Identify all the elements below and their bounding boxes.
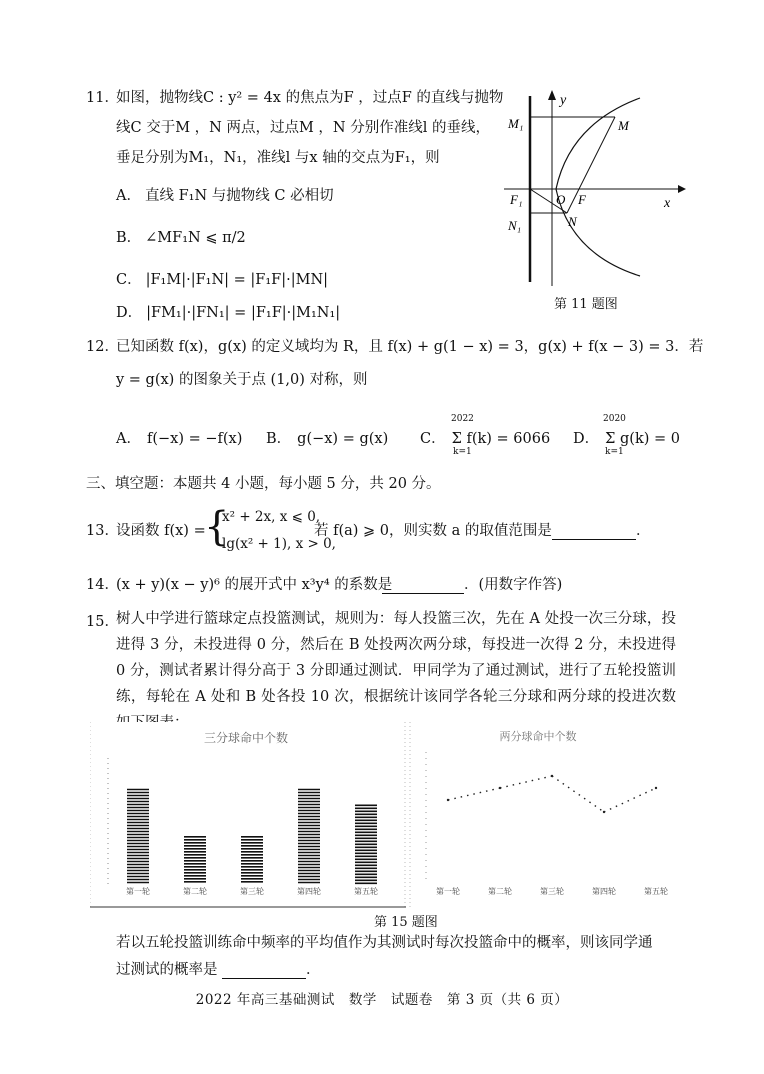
q15-number: 15． [86,614,119,630]
y-axis-arrow-icon [548,90,556,100]
q15-end: ． [306,962,321,978]
q12-option-c-lower: k=1 [453,447,472,457]
q15-line-chart [408,722,694,908]
label-f: F [578,192,586,207]
q14-text: (x + y)(x − y)⁶ 的展开式中 x³y⁴ 的系数是 [116,577,393,593]
label-m: M [618,118,629,133]
q11-option-b: B． ∠MF₁N ⩽ π/2 [116,230,246,246]
q11-option-c: C． |F₁M|·|F₁N| = |F₁F|·|MN| [116,272,329,288]
q12-option-a: A． f(−x) = −f(x) [116,431,243,447]
label-y: y [560,93,567,108]
x-axis-arrow-icon [678,185,686,193]
bar-xlabel-3: 第三轮 [240,887,264,896]
q11-parabola-figure [500,86,700,322]
section-3-heading: 三、填空题：本题共 4 小题，每小题 5 分，共 20 分。 [86,476,441,492]
bar-5 [355,805,377,883]
q15-paragraph: 树人中学进行篮球定点投篮测试，规则为：每人投篮三次，先在 A 处投一次三分球，投进得 3 分，未投进得 0 分，然后在 B 处投两次两分球，每投进一次得 2 分，未投进得 0 分，测试者累计得分高于 3 分即通过测试．甲同学为了通过测试，进行了五轮投篮训练，每轮在 A 处和 B 处各投 10 次，根据统计该同学各轮三分球和两分球的投进次数 [116,611,676,705]
q12-number: 12． [86,339,119,355]
q15-question-line1: 若以五轮投篮训练命中频率的平均值作为其测试时每次投篮命中的概率，则该同学通 [116,935,653,951]
bar-xlabel-5: 第五轮 [354,887,378,896]
q13-suffix: 若 f(a) ⩾ 0，则实数 a 的取值范围是 [314,523,552,539]
mn-line [567,117,615,213]
label-n: N [568,214,577,229]
line-xlabel-5: 第五轮 [644,887,668,896]
bar-chart-title: 三分球命中个数 [203,731,289,745]
q11-line3: 垂足分别为M₁，N₁，准线l 与x 轴的交点为F₁，则 [116,150,440,166]
q15-answer-blank[interactable] [222,964,306,979]
page-footer: 2022 年高三基础测试 数学 试题卷 第 3 页（共 6 页） [195,992,569,1008]
bar-xlabel-4: 第四轮 [297,887,321,896]
line-xlabel-1: 第一轮 [436,887,460,896]
q11-line2: 线C 交于M ，N 两点，过点M ，N 分别作准线l 的垂线， [116,120,490,136]
q14-answer-blank[interactable] [382,579,464,594]
q13-end: ． [636,523,651,539]
label-f1: F₁ [510,192,523,207]
q13-prefix: 设函数 f(x) = [116,523,206,539]
q12-option-d-lower: k=1 [605,447,624,457]
line-xlabel-4: 第四轮 [592,887,616,896]
q12-line1: 已知函数 f(x)，g(x) 的定义域均为 R，且 f(x) + g(1 − x) = 3，g(x) + f(x − 3) = 3．若 [116,339,704,355]
q14-number: 14． [86,577,119,593]
q13-brace: { [204,504,230,550]
q15-figure-caption: 第 15 题图 [374,915,438,930]
line-chart-title: 两分球命中个数 [499,730,577,743]
q11-line1: 如图，抛物线C : y² = 4x 的焦点为F ，过点F 的直线与抛物 [116,90,504,106]
q12-option-b: B． g(−x) = g(x) [266,431,389,447]
line-point-5 [655,787,657,789]
q12-option-d: D． Σ g(k) = 0 [573,431,680,447]
q12-option-c: C． Σ f(k) = 6066 [420,431,551,447]
q11-option-d: D． |FM₁|·|FN₁| = |F₁F|·|M₁N₁| [116,305,341,321]
q12-option-c-upper: 2022 [451,414,474,424]
label-x: x [664,196,671,211]
bar-xlabel-2: 第二轮 [183,887,207,896]
line-point-4 [603,811,605,813]
line-point-2 [499,787,501,789]
line-xlabel-3: 第三轮 [540,887,564,896]
q12-line2: y = g(x) 的图象关于点 (1,0) 对称，则 [116,372,368,388]
label-n1: N₁ [508,218,522,233]
q13-number: 13． [86,523,119,539]
label-m1: M₁ [508,116,524,131]
bar-xlabel-1: 第一轮 [126,887,150,896]
q12-option-d-upper: 2020 [603,414,626,424]
line-point-3 [551,775,553,777]
q11-option-a: A． 直线 F₁N 与抛物线 C 必相切 [116,188,334,204]
line-xlabel-2: 第二轮 [488,887,512,896]
q13-case2: lg(x² + 1), x > 0, [222,536,336,552]
q11-number: 11． [86,90,119,106]
q11-figure-caption: 第 11 题图 [554,297,618,312]
label-o: O [556,192,566,207]
q15-question-line2: 过测试的概率是 [116,962,218,978]
line-point-1 [447,799,449,801]
q13-answer-blank[interactable] [552,525,636,540]
q13-case1: x² + 2x, x ⩽ 0, [222,509,321,525]
q14-end: ．(用数字作答) [464,577,563,593]
q15-bar-chart [90,722,406,908]
